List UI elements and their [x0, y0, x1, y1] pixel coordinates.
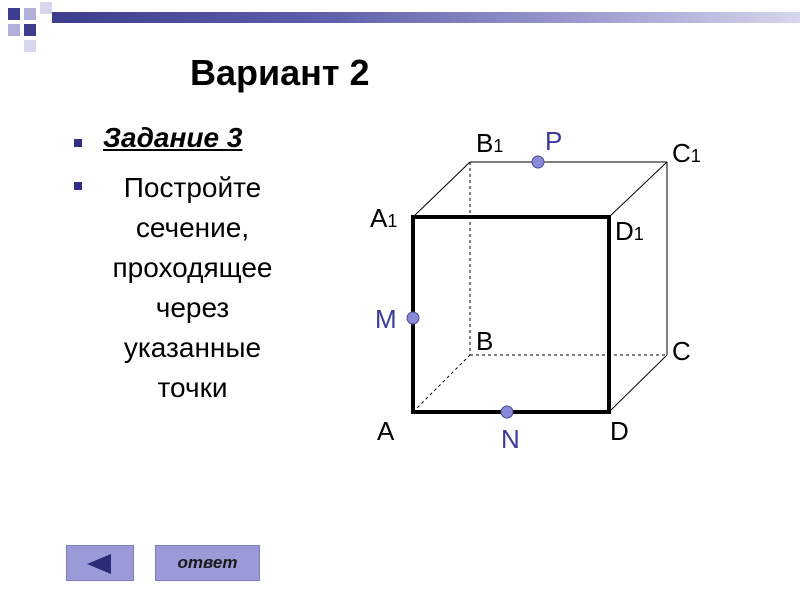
label-D1: D1	[615, 216, 644, 246]
edge-DC	[609, 355, 667, 412]
label-N: N	[501, 424, 520, 454]
label-A1: A1	[370, 203, 398, 233]
label-A: A	[377, 416, 395, 446]
label-D: D	[610, 416, 629, 446]
point-P	[532, 156, 544, 168]
task-title: Задание 3	[103, 122, 243, 153]
label-C1: C1	[672, 138, 701, 168]
point-M	[407, 312, 419, 324]
slide-title: Вариант 2	[190, 52, 370, 93]
front-face	[413, 217, 609, 412]
label-B1: B1	[476, 128, 504, 158]
label-P: P	[545, 126, 563, 156]
label-C: C	[672, 336, 691, 366]
point-N	[501, 406, 513, 418]
edge-A1B1	[413, 162, 470, 217]
edge-AB	[413, 355, 470, 412]
label-B: B	[476, 326, 494, 356]
task-text: Постройте сечение, проходящее через указанные точки	[112, 172, 273, 403]
back-button[interactable]	[66, 545, 134, 581]
back-arrow-icon	[87, 554, 111, 574]
label-M: M	[375, 304, 397, 334]
answer-button[interactable]: ответ	[155, 545, 260, 581]
edge-D1C1	[609, 162, 667, 217]
